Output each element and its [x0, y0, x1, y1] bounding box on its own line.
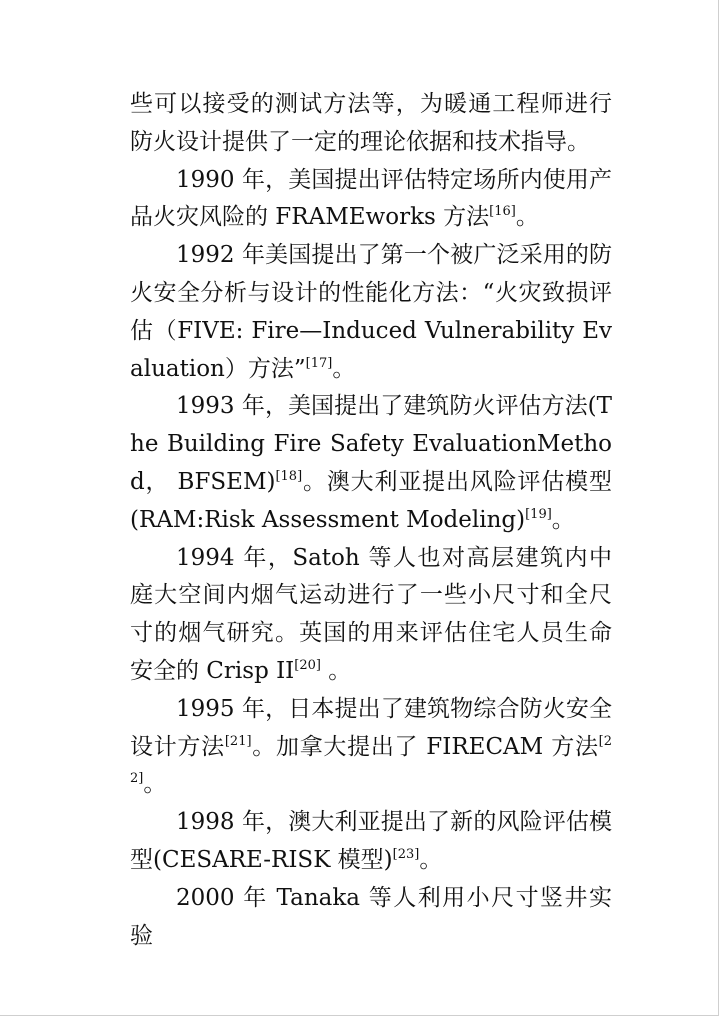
paragraph: [130, 162, 612, 238]
paragraph-text: 。: [332, 355, 356, 382]
paragraph: [130, 388, 612, 539]
paragraph-text: 。澳大利亚提出风险评估模型(RAM:Risk Assessment Modeling): [130, 468, 612, 533]
citation-ref: [18]: [275, 468, 303, 484]
document-body: [130, 86, 612, 955]
paragraph-text: 。加拿大提出了 FIRECAM 方法: [251, 733, 599, 760]
paragraph-text: 1995 年，日本提出了建筑物综合防火安全设计方法: [130, 695, 612, 760]
paragraph-text: 1994 年，Satoh 等人也对高层建筑内中庭大空间内烟气运动进行了一些小尺寸和全尺寸的烟气研究。英国的用来评估住宅人员生命安全的 Crisp II: [130, 544, 612, 684]
paragraph: [130, 880, 612, 956]
citation-ref: [19]: [525, 506, 552, 522]
paragraph-text: 。: [515, 204, 539, 231]
paragraph-text: 1993 年，美国提出了建筑防火评估方法(The Building Fire Safety EvaluationMethod， BFSEM): [130, 393, 612, 495]
paragraph-text: 些可以接受的测试方法等，为暖通工程师进行防火设计提供了一定的理论依据和技术指导。: [130, 91, 612, 155]
citation-ref: [21]: [224, 733, 252, 749]
paragraph-text: 。: [551, 506, 575, 533]
citation-ref: [17]: [305, 355, 333, 371]
paragraph-text: 。: [320, 657, 352, 684]
citation-ref: [16]: [489, 204, 516, 220]
paragraph-text: 1998 年，澳大利亚提出了新的风险评估模型(CESARE-RISK 模型): [130, 809, 612, 873]
paragraph: [130, 804, 612, 880]
paragraph-text: 。: [419, 846, 443, 873]
paragraph: [130, 540, 612, 691]
paragraph-text: 1992 年美国提出了第一个被广泛采用的防火安全分析与设计的性能化方法：“火灾致损评估（FIVE: Fire—Induced Vulnerability Evaluation）方法”: [130, 242, 612, 382]
paragraph-text: 。: [143, 771, 167, 798]
paragraph-text: 2000 年 Tanaka 等人利用小尺寸竖井实验: [130, 884, 612, 949]
paragraph: [130, 691, 612, 804]
paragraph: [130, 86, 612, 162]
citation-ref: [22]: [130, 733, 612, 787]
paragraph: [130, 237, 612, 388]
citation-ref: [23]: [392, 846, 420, 862]
citation-ref: [20]: [294, 657, 321, 673]
paragraph-text: 1990 年，美国提出评估特定场所内使用产品火灾风险的 FRAMEworks 方法: [130, 166, 612, 231]
